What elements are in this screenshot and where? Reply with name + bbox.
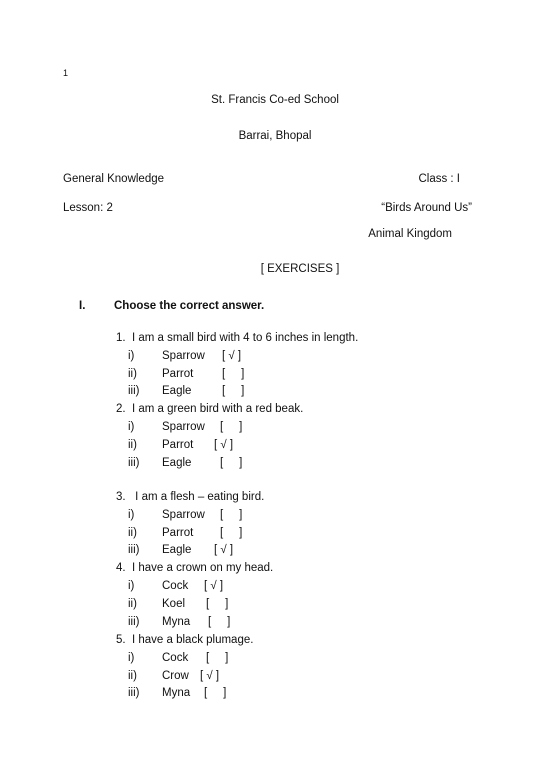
option-label: Eagle (162, 457, 192, 469)
school-location: Barrai, Bhopal (238, 130, 312, 142)
option-label: Crow (162, 670, 189, 682)
school-name: St. Francis Co-ed School (211, 94, 339, 106)
answer-box: [ ] (204, 687, 227, 699)
option-label: Sparrow (162, 421, 205, 433)
option-num: ii) (128, 527, 137, 539)
exercises-heading: [ EXERCISES ] (260, 263, 340, 275)
class-label: Class : I (418, 173, 460, 185)
answer-box: [ ] (208, 616, 231, 628)
section-title: Choose the correct answer. (114, 300, 265, 312)
option-num: iii) (128, 616, 140, 628)
option-num: ii) (128, 439, 137, 451)
option-label: Sparrow (162, 350, 205, 362)
option-label: Parrot (162, 368, 194, 380)
answer-box: [ ] (220, 457, 243, 469)
answer-box: [ ] (220, 421, 243, 433)
answer-box: [ √ ] (214, 544, 234, 556)
option-num: i) (128, 580, 135, 592)
lesson-title: “Birds Around Us” (381, 202, 472, 214)
option-num: ii) (128, 670, 137, 682)
option-num: ii) (128, 368, 137, 380)
answer-box: [ √ ] (204, 580, 224, 592)
option-num: i) (128, 421, 135, 433)
answer-box: [ ] (222, 368, 245, 380)
option-label: Cock (162, 652, 189, 664)
answer-box: [ ] (206, 598, 229, 610)
option-label: Sparrow (162, 509, 205, 521)
question-1: 1. I am a small bird with 4 to 6 inches in length. (116, 332, 359, 344)
lesson-subtitle: Animal Kingdom (368, 228, 452, 240)
lesson-number: Lesson: 2 (63, 202, 113, 214)
option-num: i) (128, 350, 135, 362)
option-num: iii) (128, 457, 140, 469)
option-label: Eagle (162, 385, 192, 397)
question-3: 3. I am a flesh – eating bird. (116, 491, 265, 503)
answer-box: [ √ ] (214, 439, 234, 451)
question-4: 4. I have a crown on my head. (116, 562, 274, 574)
option-label: Parrot (162, 439, 194, 451)
answer-box: [ ] (206, 652, 229, 664)
answer-box: [ ] (220, 527, 243, 539)
answer-box: [ ] (222, 385, 245, 397)
question-5: 5. I have a black plumage. (116, 634, 254, 646)
question-2: 2. I am a green bird with a red beak. (116, 403, 304, 415)
option-label: Myna (162, 687, 191, 699)
subject-name: General Knowledge (63, 173, 165, 185)
option-num: i) (128, 509, 135, 521)
option-num: iii) (128, 385, 140, 397)
option-label: Koel (162, 598, 186, 610)
answer-box: [ ] (220, 509, 243, 521)
answer-box: [ √ ] (222, 350, 242, 362)
option-label: Eagle (162, 544, 192, 556)
page-number: 1 (63, 68, 69, 78)
option-label: Parrot (162, 527, 194, 539)
option-label: Myna (162, 616, 191, 628)
option-num: iii) (128, 687, 140, 699)
answer-box: [ √ ] (200, 670, 220, 682)
option-num: i) (128, 652, 135, 664)
option-label: Cock (162, 580, 189, 592)
option-num: iii) (128, 544, 140, 556)
option-num: ii) (128, 598, 137, 610)
section-numeral: I. (79, 300, 86, 312)
